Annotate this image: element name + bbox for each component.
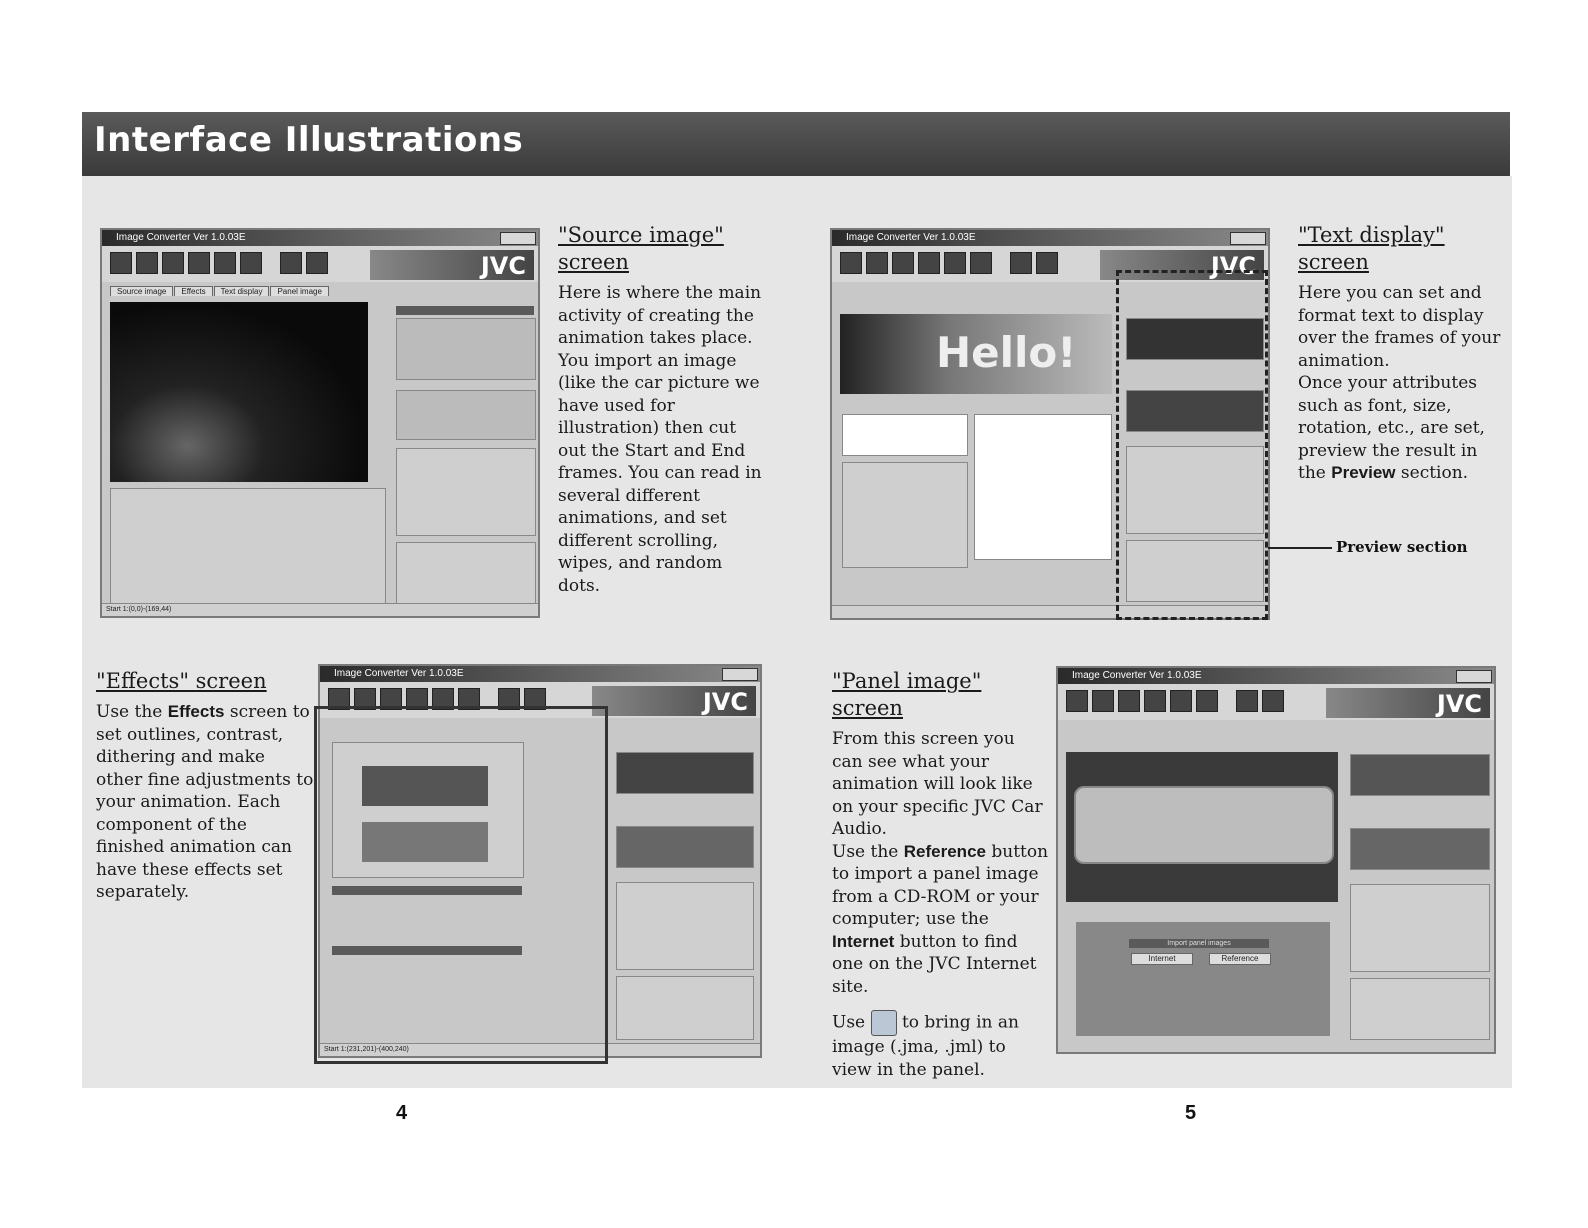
hello-preview-image <box>840 314 1112 394</box>
preview-box <box>616 826 754 868</box>
header-banner <box>82 112 1510 176</box>
text-input-box <box>842 414 968 456</box>
import-panel-header: Import panel images <box>1129 939 1269 948</box>
car-stereo-faceplate <box>1074 786 1334 864</box>
effects-highlight-outline <box>314 706 608 1064</box>
toolbar-icons <box>840 252 1062 274</box>
panel-image-heading: "Panel image" screen <box>832 669 982 720</box>
window-title: Image Converter Ver 1.0.03E <box>334 668 464 679</box>
source-text-block <box>558 222 766 597</box>
load-image-icon <box>871 1010 897 1036</box>
jvc-logo: JVC <box>370 250 534 280</box>
text-display-text-block <box>1298 222 1502 485</box>
tab-panel-image: Panel image <box>270 286 328 296</box>
panel-image-text-block <box>832 668 1050 1081</box>
internet-button[interactable]: Internet <box>1131 953 1193 965</box>
color-box <box>616 976 754 1040</box>
panel-image-p1: From this screen you can see what your animation will look like on your specific JVC Car Audio. <box>832 729 1043 839</box>
effects-body: Use the Effects screen to set outlines, contrast, dithering and make other fine adjustments to your animation. Each component of the finished animation can have these effects set separately. <box>96 702 314 902</box>
effects-text-block <box>96 668 316 904</box>
effects-heading: "Effects" screen <box>96 669 267 693</box>
import-panel-dialog <box>1076 922 1330 1036</box>
window-titlebar <box>320 666 760 682</box>
color-box <box>396 542 536 606</box>
color-box <box>1350 978 1490 1040</box>
toolbar-icons <box>110 252 332 274</box>
reference-button[interactable]: Reference <box>1209 953 1271 965</box>
jvc-logo: JVC <box>1100 250 1264 280</box>
status-bar: Start 1:(231,201)-(400,240) <box>320 1043 760 1056</box>
source-heading: "Source image" screen <box>558 223 724 274</box>
control-area <box>110 488 386 608</box>
window-controls <box>1230 232 1266 245</box>
preview-section-label: Preview section <box>1336 538 1468 556</box>
toolbar <box>102 246 538 282</box>
window-title: Image Converter Ver 1.0.03E <box>846 232 976 243</box>
preview-box <box>1350 828 1490 870</box>
tab-text-display: Text display <box>214 286 270 296</box>
frame-editing-box <box>616 882 754 970</box>
preview-section-outline <box>1116 270 1268 620</box>
font-list <box>974 414 1112 560</box>
tab-source-image: Source image <box>110 286 173 296</box>
source-body: Here is where the main activity of creating the animation takes place. You import an image (like the car picture we have used for illustration) then cut out the Start and End frames. You can read in several different animations, and set different scrolling, wipes, and random dots. <box>558 283 762 596</box>
tab-effects: Effects <box>174 286 212 296</box>
text-display-body1: Here you can set and format text to display over the frames of your animation. <box>1298 283 1501 371</box>
preview-callout-line <box>1268 547 1332 549</box>
source-preview-box <box>1350 754 1490 796</box>
text-display-heading: "Text display" screen <box>1298 223 1445 274</box>
source-preview-box <box>616 752 754 794</box>
status-bar: Start 1:(0,0)-(169,44) <box>102 603 538 616</box>
window-controls <box>722 668 758 681</box>
panel-image-p3: Use to bring in an image (.jma, .jml) to view in the panel. <box>832 1010 1050 1081</box>
window-controls <box>500 232 536 245</box>
preview-box <box>396 390 536 440</box>
window-controls <box>1456 670 1492 683</box>
page-number-right: 5 <box>1185 1102 1197 1124</box>
car-audio-panel-image <box>1066 752 1338 902</box>
source-preview-box <box>396 318 536 380</box>
source-screen-screenshot <box>100 228 540 618</box>
page-title: Interface Illustrations <box>94 120 524 160</box>
window-title: Image Converter Ver 1.0.03E <box>1072 670 1202 681</box>
frame-editing-box <box>396 448 536 536</box>
hello-text: Hello! <box>936 328 1077 377</box>
source-preview-header <box>396 306 534 315</box>
page-number-left: 4 <box>396 1102 408 1124</box>
style-format-area <box>842 462 968 568</box>
toolbar <box>1058 684 1494 720</box>
frame-editing-box <box>1350 884 1490 972</box>
panel-image-screenshot <box>1056 666 1496 1054</box>
window-titlebar <box>102 230 538 246</box>
window-title: Image Converter Ver 1.0.03E <box>116 232 246 243</box>
toolbar-icons <box>1066 690 1288 712</box>
tab-bar <box>110 286 330 298</box>
jvc-logo: JVC <box>1326 688 1490 718</box>
text-display-body2: Once your attributes such as font, size, rotation, etc., are set, preview the result in the Preview section. <box>1298 373 1485 483</box>
car-night-image <box>110 302 368 482</box>
jvc-logo: JVC <box>592 686 756 716</box>
window-titlebar <box>832 230 1268 246</box>
window-titlebar <box>1058 668 1494 684</box>
panel-image-p2: Use the Reference button to import a panel image from a CD-ROM or your computer; use the Internet button to find one on the JVC Internet site. <box>832 841 1049 997</box>
